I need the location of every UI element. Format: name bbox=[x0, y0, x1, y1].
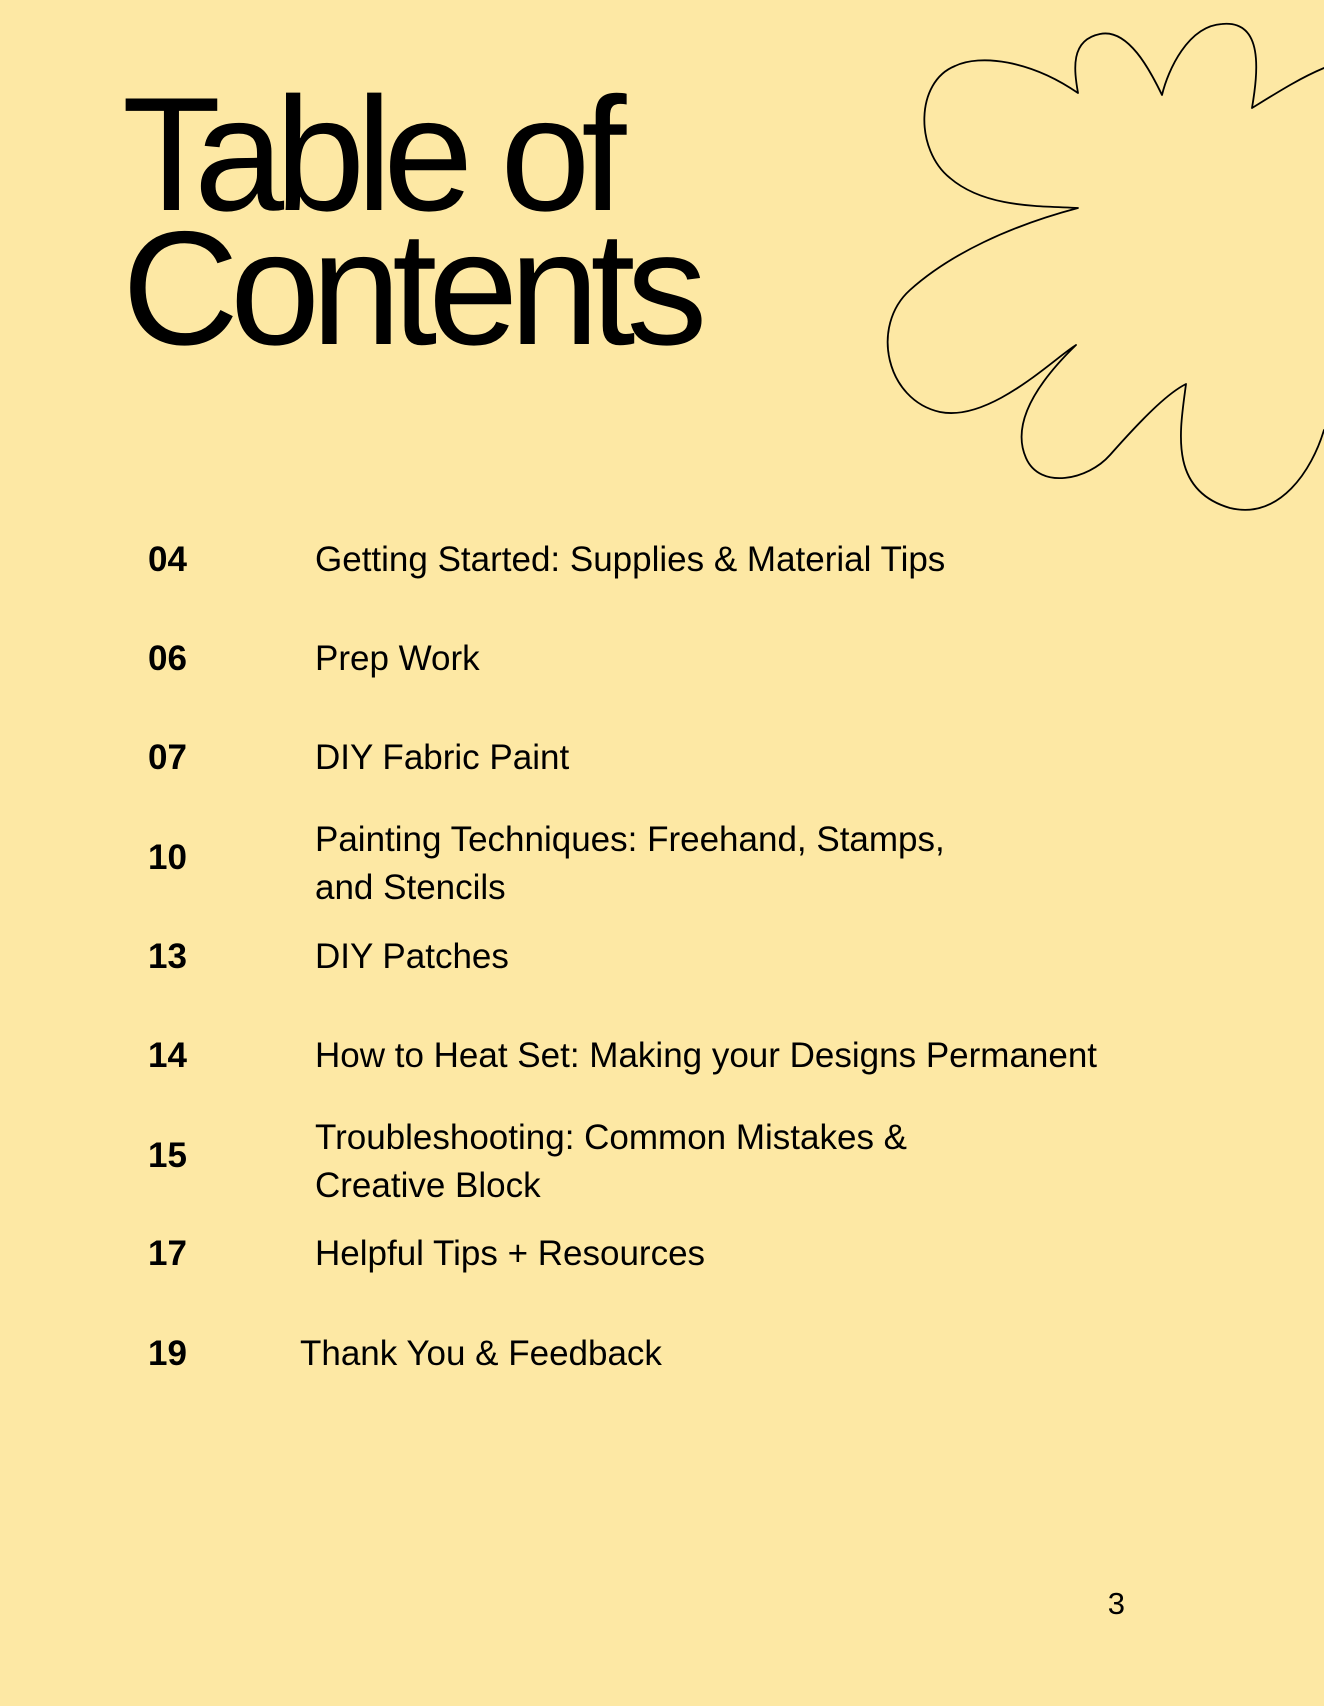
toc-entry-title: Painting Techniques: Freehand, Stamps, and Stencils bbox=[315, 820, 945, 907]
page-title-line-2: Contents bbox=[122, 198, 699, 379]
page-number: 3 bbox=[1107, 1586, 1125, 1621]
toc-page-number: 10 bbox=[148, 838, 187, 877]
toc-page-number: 14 bbox=[148, 1036, 187, 1075]
toc-entry-title: Helpful Tips + Resources bbox=[315, 1234, 706, 1273]
toc-page-number: 15 bbox=[148, 1136, 187, 1175]
toc-page-number: 04 bbox=[148, 540, 187, 579]
toc-entry-title: DIY Patches bbox=[315, 937, 509, 976]
toc-entry-title: Thank You & Feedback bbox=[300, 1334, 662, 1373]
toc-page-number: 06 bbox=[148, 639, 187, 678]
toc-page-number: 17 bbox=[148, 1234, 187, 1273]
toc-page-number: 13 bbox=[148, 937, 187, 976]
toc-entry-title: How to Heat Set: Making your Designs Permanent bbox=[315, 1036, 1098, 1075]
toc-entry-title: Getting Started: Supplies & Material Tips bbox=[315, 540, 946, 579]
toc-entry-title: Troubleshooting: Common Mistakes & Creative Block bbox=[315, 1118, 908, 1205]
toc-page-number: 07 bbox=[148, 738, 187, 777]
toc-entry-title: Prep Work bbox=[315, 639, 480, 678]
page-title-line-1: Table of bbox=[122, 64, 618, 245]
page-title bbox=[122, 64, 699, 379]
toc-entry-title: DIY Fabric Paint bbox=[315, 738, 570, 777]
toc-page-number: 19 bbox=[148, 1334, 187, 1373]
